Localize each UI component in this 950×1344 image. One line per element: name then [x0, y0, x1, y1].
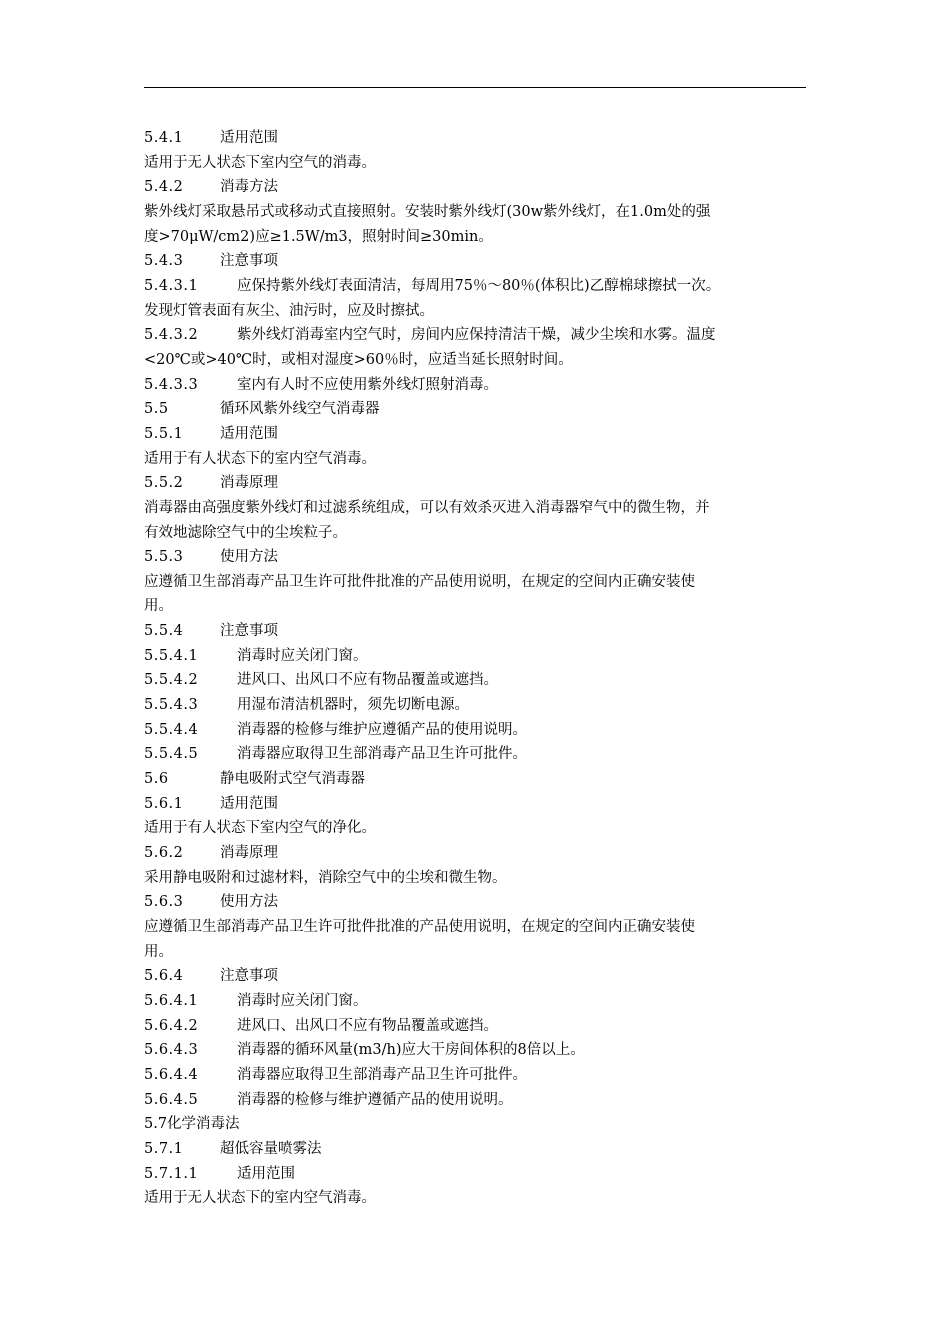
item-text: 消毒器应取得卫生部消毒产品卫生许可批件。 — [237, 746, 527, 763]
section-title: 循环风紫外线空气消毒器 — [220, 401, 380, 418]
item-5-4-3-3 — [144, 373, 806, 398]
paragraph-line: 适用于有人状态下室内空气的净化。 — [144, 820, 376, 837]
section-title: 超低容量喷雾法 — [220, 1140, 322, 1157]
section-number: 5.6.3 — [144, 894, 184, 911]
header-rule — [144, 87, 806, 88]
section-title: 注意事项 — [220, 968, 278, 985]
item-5-5-4-4 — [144, 718, 806, 743]
heading-5-7: 5.7化学消毒法 — [144, 1116, 240, 1133]
heading-5-6-3 — [144, 890, 806, 915]
paragraph-line: 应遵循卫生部消毒产品卫生许可批件批准的产品使用说明，在规定的空间内正确安装使 — [144, 573, 695, 590]
heading-5-6-1 — [144, 792, 806, 817]
heading-5-6-4 — [144, 964, 806, 989]
item-text: 紫外线灯消毒室内空气时，房间内应保持清洁干燥，减少尘埃和水雾。温度 — [237, 327, 716, 344]
section-number: 5.6.4.1 — [144, 992, 199, 1009]
paragraph-line: 消毒器由高强度紫外线灯和过滤系统组成，可以有效杀灭进入消毒器窄气中的微生物，并 — [144, 499, 710, 516]
section-number: 5.6.4.5 — [144, 1091, 199, 1108]
item-5-6-4-3 — [144, 1038, 806, 1063]
item-5-6-4-2 — [144, 1014, 806, 1039]
paragraph-line: 采用静电吸附和过滤材料，消除空气中的尘埃和微生物。 — [144, 869, 507, 886]
section-number: 5.5.1 — [144, 425, 184, 442]
section-title: 使用方法 — [220, 549, 278, 566]
item-5-6-4-5 — [144, 1088, 806, 1113]
section-number: 5.6.2 — [144, 845, 184, 862]
section-title: 使用方法 — [220, 894, 278, 911]
item-text: 应保持紫外线灯表面清洁，每周用75％～80％(体积比)乙醇棉球擦拭一次。 — [237, 277, 721, 294]
heading-5-6 — [144, 767, 806, 792]
paragraph-line: 发现灯管表面有灰尘、油污时，应及时擦拭。 — [144, 302, 434, 319]
item-text: 进风口、出风口不应有物品覆盖或遮挡。 — [237, 672, 498, 689]
heading-5-5-4 — [144, 619, 806, 644]
section-number: 5.4.3.1 — [144, 277, 199, 294]
heading-5-5-3 — [144, 545, 806, 570]
section-number: 5.7.1 — [144, 1140, 184, 1157]
section-title: 注意事项 — [220, 253, 278, 270]
section-number: 5.7.1.1 — [144, 1165, 199, 1182]
heading-5-4-1 — [144, 126, 806, 151]
item-text: 消毒时应关闭门窗。 — [237, 647, 368, 664]
paragraph-line: 适用于无人状态下的室内空气消毒。 — [144, 1190, 376, 1207]
item-5-4-3-2 — [144, 323, 806, 348]
heading-5-4-3 — [144, 249, 806, 274]
heading-5-5-1 — [144, 422, 806, 447]
section-number: 5.4.3.2 — [144, 327, 199, 344]
section-title: 消毒原理 — [220, 845, 278, 862]
paragraph-line: 应遵循卫生部消毒产品卫生许可批件批准的产品使用说明，在规定的空间内正确安装使 — [144, 919, 695, 935]
paragraph-line: 用。 — [144, 598, 173, 615]
section-title: 注意事项 — [220, 623, 278, 640]
item-text: 用湿布清洁机器时，须先切断电源。 — [237, 697, 469, 714]
section-number: 5.5.4 — [144, 623, 184, 640]
item-text: 室内有人时不应使用紫外线灯照射消毒。 — [237, 376, 498, 393]
section-number: 5.6.1 — [144, 795, 184, 812]
section-number: 5.6.4.3 — [144, 1042, 199, 1059]
heading-5-7-1 — [144, 1137, 806, 1162]
section-number: 5.5.3 — [144, 549, 184, 566]
section-number: 5.4.3.3 — [144, 376, 199, 393]
section-title: 适用范围 — [220, 425, 278, 442]
section-number: 5.4.1 — [144, 130, 184, 146]
item-5-6-4-4 — [144, 1063, 806, 1088]
heading-5-5 — [144, 397, 806, 422]
item-text: 适用范围 — [237, 1165, 295, 1182]
item-text: 消毒时应关闭门窗。 — [237, 992, 368, 1009]
paragraph-line: 适用于有人状态下的室内空气消毒。 — [144, 450, 376, 467]
section-title: 消毒方法 — [220, 179, 278, 196]
section-number: 5.6 — [144, 771, 169, 788]
item-5-5-4-1 — [144, 644, 806, 669]
section-number: 5.5 — [144, 401, 169, 418]
section-number: 5.5.2 — [144, 475, 184, 492]
section-number: 5.6.4.2 — [144, 1017, 199, 1034]
item-5-5-4-3 — [144, 693, 806, 718]
section-title: 适用范围 — [220, 130, 278, 146]
heading-5-5-2 — [144, 471, 806, 496]
section-title: 静电吸附式空气消毒器 — [220, 771, 365, 788]
item-5-6-4-1 — [144, 989, 806, 1014]
heading-5-4-2 — [144, 175, 806, 200]
section-number: 5.5.4.1 — [144, 647, 199, 664]
paragraph-line: 适用于无人状态下室内空气的消毒。 — [144, 154, 376, 171]
item-5-4-3-1 — [144, 274, 806, 299]
section-number: 5.6.4 — [144, 968, 184, 985]
item-text: 消毒器的循环风量(m3/h)应大干房间体积的8倍以上。 — [237, 1042, 585, 1059]
section-title: 消毒原理 — [220, 475, 278, 492]
section-number: 5.5.4.5 — [144, 746, 199, 763]
paragraph-line: 度>70μW/cm2)应≥1.5W/m3，照射时间≥30min。 — [144, 228, 493, 245]
item-text: 消毒器的检修与维护应遵循产品的使用说明。 — [237, 721, 527, 738]
heading-5-6-2 — [144, 841, 806, 866]
item-text: 消毒器的检修与维护遵循产品的使用说明。 — [237, 1091, 513, 1108]
item-5-7-1-1 — [144, 1162, 806, 1187]
paragraph-line: <20℃或>40℃时，或相对湿度>60％时，应适当延长照射时间。 — [144, 351, 573, 368]
paragraph-line: 用。 — [144, 943, 173, 960]
section-number: 5.6.4.4 — [144, 1066, 199, 1083]
document-body — [144, 126, 806, 1211]
item-text: 消毒器应取得卫生部消毒产品卫生许可批件。 — [237, 1066, 527, 1083]
section-number: 5.4.2 — [144, 179, 184, 196]
section-number: 5.5.4.3 — [144, 697, 199, 714]
item-5-5-4-5 — [144, 742, 806, 767]
item-text: 进风口、出风口不应有物品覆盖或遮挡。 — [237, 1017, 498, 1034]
item-5-5-4-2 — [144, 668, 806, 693]
section-number: 5.4.3 — [144, 253, 184, 270]
section-number: 5.5.4.2 — [144, 672, 199, 689]
paragraph-line: 有效地滤除空气中的尘埃粒子。 — [144, 524, 347, 541]
section-title: 适用范围 — [220, 795, 278, 812]
section-number: 5.5.4.4 — [144, 721, 199, 738]
paragraph-line: 紫外线灯采取悬吊式或移动式直接照射。安装时紫外线灯(30w紫外线灯，在1.0m处的强 — [144, 203, 711, 220]
